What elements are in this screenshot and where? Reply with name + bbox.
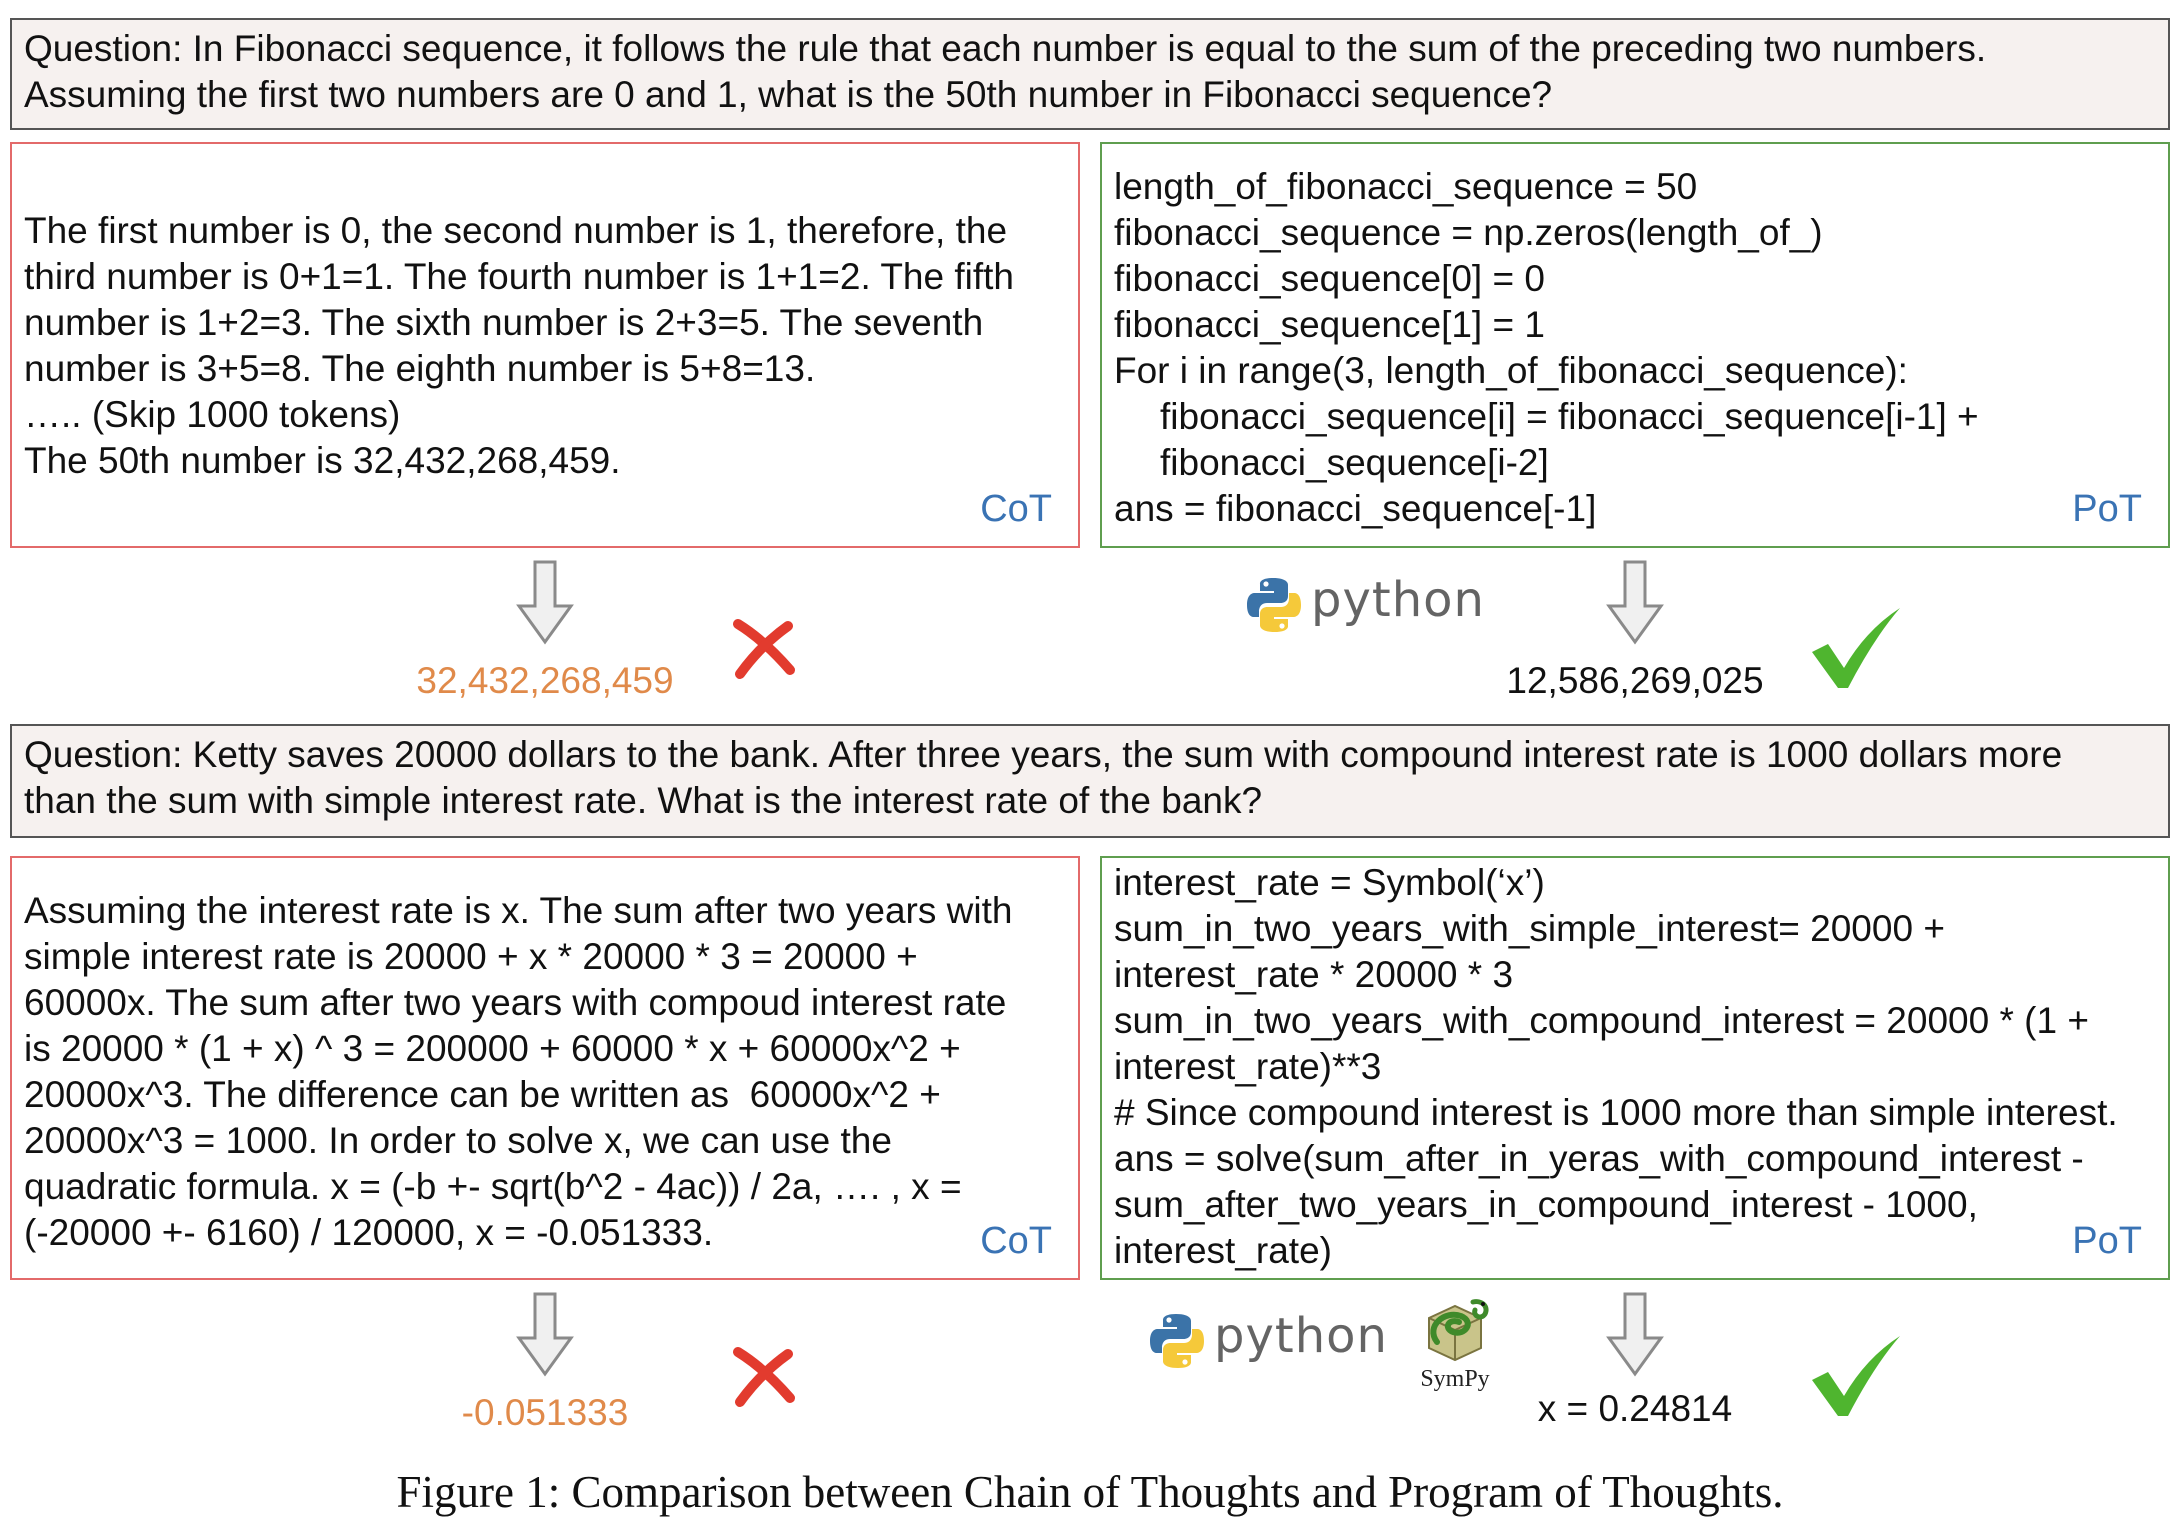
question-line: Question: In Fibonacci sequence, it follows the rule that each number is equal to the sum of the preceding two numbers. xyxy=(24,28,1987,69)
pot-code-line: fibonacci_sequence[1] = 1 xyxy=(1114,304,1545,345)
cot-line: ….. (Skip 1000 tokens) xyxy=(24,394,401,435)
down-arrow-icon xyxy=(1605,560,1665,646)
green-check-icon xyxy=(1808,1332,1904,1420)
cot-line: (-20000 +- 6160) / 120000, x = -0.051333. xyxy=(24,1212,714,1253)
python-snake-icon xyxy=(1148,1312,1206,1370)
cot-line: 60000x. The sum after two years with compoud interest rate xyxy=(24,982,1007,1023)
pot-box-1 xyxy=(1100,142,2170,548)
cot-tag: CoT xyxy=(980,488,1052,530)
pot-tag: PoT xyxy=(2072,488,2142,530)
pot-code-line: fibonacci_sequence[i] = fibonacci_sequence[i-1] + xyxy=(1160,396,1979,437)
cot-answer: -0.051333 xyxy=(461,1392,629,1433)
cot-line: third number is 0+1=1. The fourth number is 1+1=2. The fifth xyxy=(24,256,1015,297)
pot-code-line: interest_rate)**3 xyxy=(1114,1046,1382,1087)
pot-code-line: interest_rate = Symbol(‘x’) xyxy=(1114,862,1545,903)
python-label: python xyxy=(1214,1308,1388,1364)
figure-caption: Figure 1: Comparison between Chain of Thoughts and Program of Thoughts. xyxy=(396,1467,1784,1517)
cot-tag: CoT xyxy=(980,1220,1052,1262)
cot-box-2 xyxy=(10,856,1080,1280)
pot-code-line: sum_in_two_years_with_compound_interest = 20000 * (1 + xyxy=(1114,1000,2089,1041)
down-arrow-icon xyxy=(515,560,575,646)
red-cross-icon xyxy=(730,1346,798,1408)
cot-line: 20000x^3 = 1000. In order to solve x, we can use the xyxy=(24,1120,892,1161)
pot-code-line: # Since compound interest is 1000 more than simple interest. xyxy=(1114,1092,2118,1133)
pot-code-line: For i in range(3, length_of_fibonacci_sequence): xyxy=(1114,350,1908,391)
pot-code-line: fibonacci_sequence[i-2] xyxy=(1160,442,1549,483)
pot-code-line: length_of_fibonacci_sequence = 50 xyxy=(1114,166,1698,207)
cot-line: Assuming the interest rate is x. The sum after two years with xyxy=(24,890,1013,931)
question-box-2 xyxy=(10,724,2170,838)
cot-line: The 50th number is 32,432,268,459. xyxy=(24,440,621,481)
question-line: Question: Ketty saves 20000 dollars to the bank. After three years, the sum with compound interest rate is 1000 dollars more xyxy=(24,734,2063,775)
sympy-snake-icon xyxy=(1415,1296,1495,1364)
question-line: than the sum with simple interest rate. What is the interest rate of the bank? xyxy=(24,780,1263,821)
cot-line: number is 3+5=8. The eighth number is 5+8=13. xyxy=(24,348,816,389)
cot-line: is 20000 * (1 + x) ^ 3 = 200000 + 60000 * x + 60000x^2 + xyxy=(24,1028,961,1069)
pot-code-line: ans = solve(sum_after_in_yeras_with_compound_interest - xyxy=(1114,1138,2084,1179)
pot-tag: PoT xyxy=(2072,1220,2142,1262)
cot-line: quadratic formula. x = (-b +- sqrt(b^2 - 4ac)) / 2a, …. , x = xyxy=(24,1166,962,1207)
pot-code-line: fibonacci_sequence[0] = 0 xyxy=(1114,258,1545,299)
sympy-logo xyxy=(1405,1296,1505,1396)
down-arrow-icon xyxy=(515,1292,575,1378)
cot-answer: 32,432,268,459 xyxy=(416,660,674,701)
sympy-label: SymPy xyxy=(1420,1366,1490,1392)
cot-line: 20000x^3. The difference can be written as 60000x^2 + xyxy=(24,1074,941,1115)
pot-box-2 xyxy=(1100,856,2170,1280)
pot-code-line: sum_after_two_years_in_compound_interest - 1000, xyxy=(1114,1184,1978,1225)
cot-box-1 xyxy=(10,142,1080,548)
down-arrow-icon xyxy=(1605,1292,1665,1378)
python-snake-icon xyxy=(1245,576,1303,634)
pot-code-line: fibonacci_sequence = np.zeros(length_of_) xyxy=(1114,212,1823,253)
cot-line: simple interest rate is 20000 + x * 20000 * 3 = 20000 + xyxy=(24,936,918,977)
green-check-icon xyxy=(1808,604,1904,692)
python-label: python xyxy=(1311,572,1485,628)
cot-line: number is 1+2=3. The sixth number is 2+3=5. The seventh xyxy=(24,302,984,343)
question-line: Assuming the first two numbers are 0 and 1, what is the 50th number in Fibonacci sequence? xyxy=(24,74,1553,115)
python-logo xyxy=(1245,570,1485,640)
question-box-1 xyxy=(10,18,2170,130)
pot-code-line: interest_rate * 20000 * 3 xyxy=(1114,954,1514,995)
red-cross-icon xyxy=(730,618,798,680)
pot-answer: 12,586,269,025 xyxy=(1506,660,1764,701)
pot-code-line: interest_rate) xyxy=(1114,1230,1332,1271)
pot-code-line: ans = fibonacci_sequence[-1] xyxy=(1114,488,1597,529)
pot-code-line: sum_in_two_years_with_simple_interest= 20000 + xyxy=(1114,908,1945,949)
cot-line: The first number is 0, the second number is 1, therefore, the xyxy=(24,210,1008,251)
python-logo xyxy=(1148,1306,1388,1376)
pot-answer: x = 0.24814 xyxy=(1537,1388,1733,1429)
